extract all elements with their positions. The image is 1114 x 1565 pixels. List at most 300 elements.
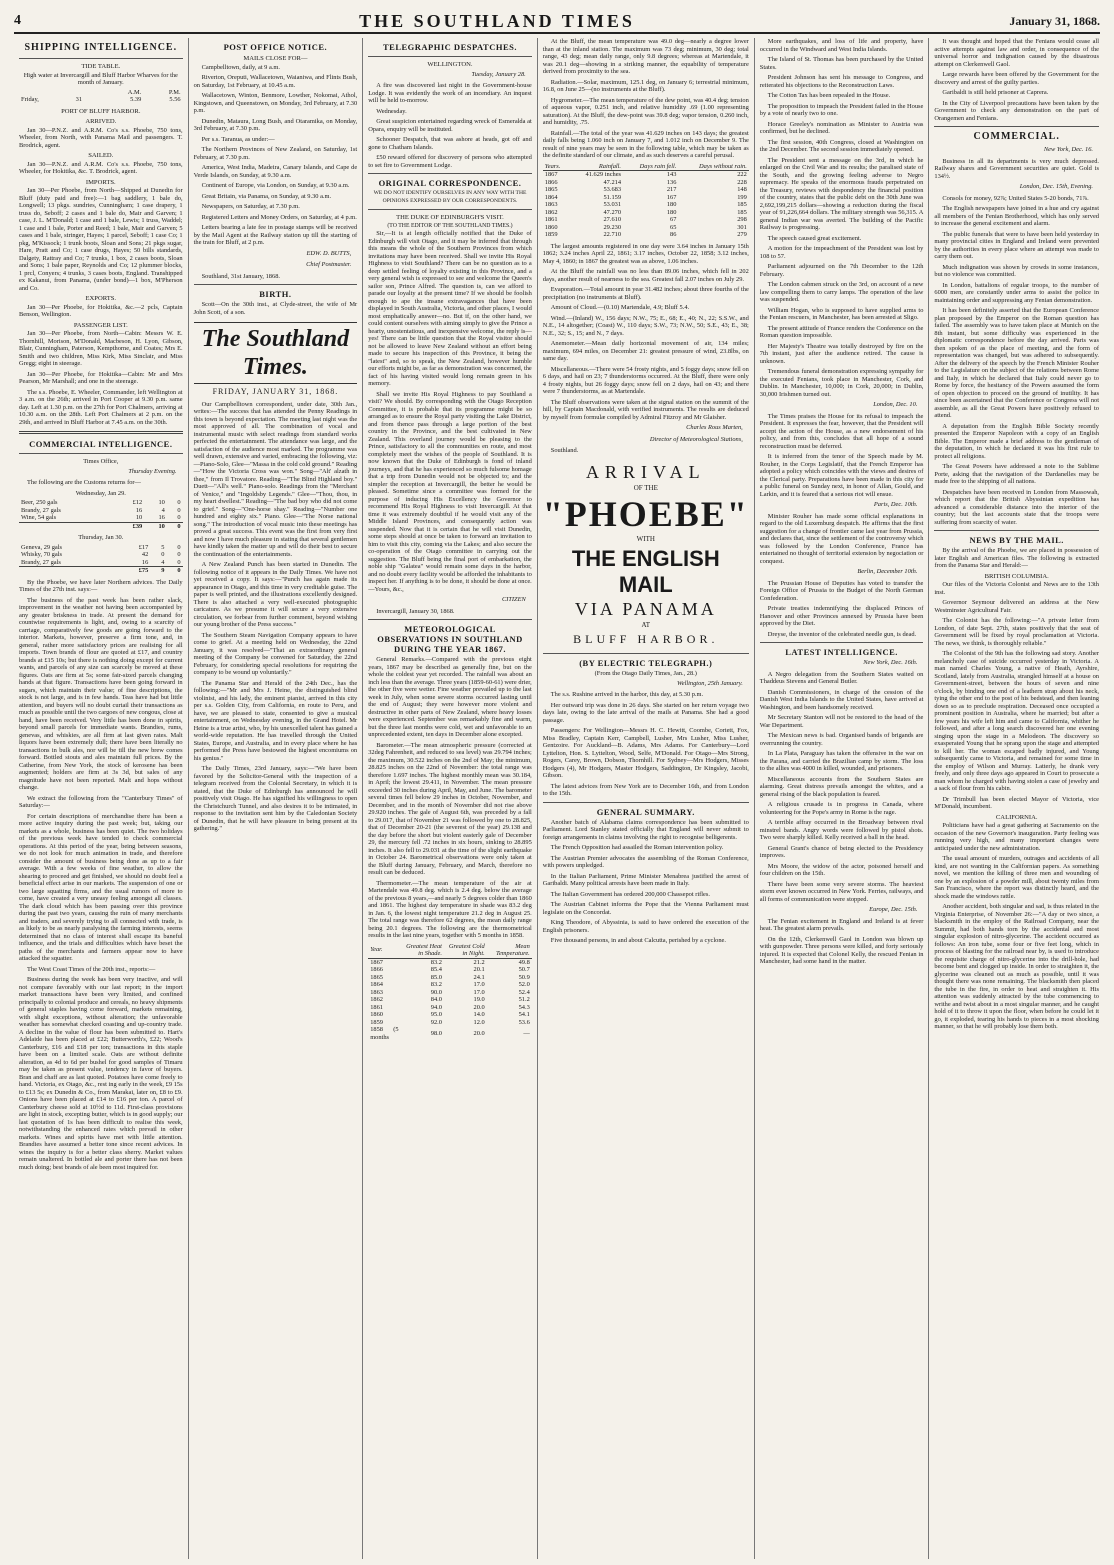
table-row [543, 231, 749, 239]
letter-place: Invercargill, January 30, 1868. [376, 607, 455, 615]
table-cell: 10 [158, 499, 165, 506]
tide-col-pm: P.M. [168, 88, 181, 96]
table-header-cell: Years. [543, 163, 570, 171]
table-cell: Geneva, 29 gals [21, 543, 62, 551]
table-header-cell: Year. [368, 943, 400, 959]
divider [194, 284, 358, 285]
paragraph: It has been definitely asserted that the European Conference plan proposed by the Emperor on the Roman question has failed. The assembly was to have taken place at Munich on the 8th instant, but some difficulty was experienced in the diplomatic correspondence before the day arrived. Paris was then spoken of as the place of meeting, and the form of representation was changed, but was adhered to subsequently. After the delivery of the speech by the French Minister Rouher to the Legislature on the subject of the relations between Rome and Italy, in which he declared that Italy could never go to Rome by force, the hesitancy of the Powers assumed the form of open objection to proceed on the ground of inutility. It has since been ascertained that the Conference or Congress will not assemble, as all the Great Powers have positively refused to attend. [934, 307, 1099, 419]
paragraph: Great suspicion entertained regarding wreck of Esmeralda at Opara, enquiry will be instituted. [368, 118, 532, 133]
mail-list [194, 64, 358, 247]
table-cell: 222 [737, 171, 747, 178]
paragraph: The Italian Government has ordered 200,000 Chassepot rifles. [550, 890, 710, 898]
paragraph: The Austrian Cabinet informs the Pope that the Vienna Parliament must legislate on the Concordat. [542, 901, 749, 916]
paragraph: Jan 30—Per Phoebe, for Hokitika, &c.—2 pcls, Captain Benson, Wellington. [19, 303, 183, 318]
paragraph: The Colonist of the 9th has the following sad story. Another melancholy case of suicide occurred yesterday in Victoria. A man named Charles Young, a native of Heath, Ayrshire, Scotland, lately from Australia, strangled himself at a house on Government-street, between the hours of seven and nine o'clock, by binding one end of a leathern strap about his neck, tying the other end to the post of his bedstead, and then leaning down so as to preclude respiration. Deceased once occupied a prominent position in Australia, where he married; but after a few years his wife left him and came to California, whither he followed, and after a long search discovered her one evening singing upon the stage in a Melodeon. The discovery so exasperated Young that he sprang upon the stage and attempted to kill her. The woman escaped badly injured, and Young subsequently came to Victoria, and remained for some time in the employ of Wilson and Murray. Latterly, he drank very freely, and only three days ago appeared in Court to prosecute a man whom he charged with having stolen a case of jewelry and a sack of flour from his cabin. [934, 650, 1099, 792]
paragraph: America, West India, Madeira, Canary Islands, and Cape de Verde Islands, on Sunday, at 9.30 a.m. [193, 164, 358, 179]
table-cell: 20.0 [473, 1029, 485, 1037]
table-cell: 85.4 [430, 966, 442, 973]
paragraph: The first session, 40th Congress, closed at Washington on the 2nd December. The second session immediately opened. [759, 138, 924, 153]
advert-via-panama: VIA PANAMA [574, 598, 717, 619]
post-signer: EDW. D. BUTTS, [306, 249, 352, 257]
table-cell: 4 [161, 558, 165, 566]
column-2 [189, 38, 364, 1559]
paragraph: The present attitude of France renders the Conference on the Roman question impossible. [759, 324, 924, 339]
table-cell: 65 [670, 223, 677, 231]
table-cell: 52.4 [518, 988, 530, 996]
paragraph: Radiation.—Solar, maximum, 125.1 deg, on January 6; terrestrial minimum, 16.8, on June 25—(no instruments at the Bluff). [542, 78, 749, 93]
paragraph: Her Majesty's Theatre was totally destroyed by fire on the 7th instant, just after the audience retired. The cause is unknown. [759, 342, 924, 365]
divider [368, 173, 532, 174]
table-cell: £17 [138, 543, 149, 551]
paragraph: The s.s. Phoebe, E. Wheeler, Commander, left Wellington at 3 a.m. on the 26th; arrived in Port Cooper at 9.30 p.m. same day. Left at 1.30 p.m. on the 27th for Port Chalmers, arriving at 10.30 a.m. on the 28th. Left Port Chalmers at 2 p.m. on the 29th, and arrived in Bluff Harbor at 7.45 a.m. on the 30th. [19, 388, 183, 426]
paragraph: Jan 30—Per Phoebe, from North—Shipped at Dunedin for Bluff (duty paid and free):—1 bag saddlery, 1 bale do, Longwell; 13 pkgs. sundries, Cunningham; 1 case drapery, 1 truss do, Seboff; 2 cases and 1 bale do, Mair and Garven; 1 case, J. L. M'Donald; 1 case and 1 bale, Lewis; 1 truss, Waddel; 1 case and 1 bale, Porter and Reed; 1 bale, Mair and Garven; 5 cases and 1 bale, stringer, Hayes; 1 parcel, Seboff; 1 case Co; 1 pkg, M'Kissock; 1 trunk boots, Sloan and Sons; 21 pkgs sugar, Hare, Pratt and Co; 1 case drugs, Hayes; 50 bills standards, Dalgety, Rattray and Co; 7 trunks, 1 box, 2 cases boots, Sloan and Sons; 1 bale paper, Reynolds and Co; 12 plummer blocks, 1 prcl, Conyers; 4 trunks, 3 cases boots, England. Transhipped ex Kakanui, from Panama, (under bond)—1 box, M'Pherson and Co. [19, 187, 183, 292]
table-cell: 217 [666, 186, 677, 193]
tide-date: 31 [75, 96, 83, 103]
table-cell: 1863 [370, 988, 383, 996]
customs-tables [19, 490, 183, 575]
paragraph: The Southern Steam Navigation Company appears to have come to grief. At a meeting held on Wednesday, the 22nd January, it was resolved—"That an extraordinary general meeting of the Company be convened for Saturday, the 22nd February, for considering special resolutions for requiring the company to be wound up voluntarily." [193, 631, 358, 676]
table-cell [19, 522, 115, 530]
advert-english-mail: THE ENGLISH MAIL [571, 545, 720, 597]
page-folio: 4 [14, 13, 21, 28]
table-cell: 51.159 [603, 193, 622, 201]
paragraph: General Grant's chance of being elected to the Presidency improves. [759, 844, 924, 859]
table-cell: 84.0 [430, 996, 442, 1003]
paragraph: Our Campbelltown correspondent, under date, 30th Jan., writes:—The success that has attended the Penny Readings in this town is beyond expectation. The meeting last night was the most approved of all. The combination of vocal and instrumental music with select readings from standard works perfected the entertainment. The attendance was large, and the satisfaction of the audience most marked. The programme was well drawn, extensive and varied, embracing the following, viz:—Piano-Solo, Glee—"Massa in the cold cold ground." Reading—"How the Victoria Cross was won." Song—"Alt' alzath in thee," from Il Trovatore. Reading—"The Blind Highland boy." Duett—"All's well." Piano-solo. Readings from the "Merchant of Venice," and "Ingoldsby Legends." Glee—"Thou, thou, in my heart dwellest." Reading—"The bad boy who did not come to grief." Song—"One-horse shay." Reading—"Number one hundred and eighty six." Piano. Glee—"The Norse national song." The introduction of vocal music into these meetings has proved a great success. This event was the first from very first and now I have much pleasure in stating that several gentlemen have kindly taken the matter up and will do their best to secure the continuation of the entertainments. [193, 400, 358, 558]
table-cell: £39 [115, 522, 145, 530]
tide-day: Friday, [21, 96, 39, 103]
correspondence-disclaimer: WE DO NOT IDENTIFY OURSELVES IN ANY WAY WITH THE OPINIONS EXPRESSED BY OUR CORRESPONDENTS. [373, 190, 527, 204]
table-cell: 83.2 [430, 958, 442, 966]
paragraph: Garibaldi is still held prisoner at Caprera. [942, 89, 1049, 96]
table-cell: Wine, 54 gals [21, 514, 57, 521]
table-cell: 0 [161, 551, 165, 558]
page-columns [14, 38, 1104, 1559]
tide-heading: TIDE TABLE. [81, 63, 121, 70]
divider [760, 642, 924, 643]
paragraph: A religious crusade is in progress in Canada, where volunteering for the Pope's army in Rome is the rage. [759, 801, 924, 816]
sailed-label: SAILED. [88, 152, 114, 159]
paragraph: Dr Trimbull has been elected Mayor of Victoria, vice M'Donald, incumbent. [934, 795, 1099, 810]
table-cell: 12.0 [473, 1018, 485, 1026]
paragraph: The President sent a message on the 3rd, in which he enlarged on the Civil War and its results; the paralised state of the South, and the growing feeling adverse to Negro supremacy. He speaks of the enormous frauds perpetrated on the Treasury, reviews with despondency the financial position of the country, states that the public debt on the 30th June was 2,692,199,215 dollars—showing a reduction during the fiscal year of 91,226,664 dollars. The military strength was 56,315. A general Indian war was averted. The building of the Pacific Railway is progressing. [759, 156, 924, 231]
table-cell: 9 [150, 567, 166, 575]
table-cell: 167 [666, 193, 677, 201]
paragraph: In the City of Liverpool precautions have been taken by the Government to check any demonstration on the part of Orangemen and Fenians. [934, 99, 1099, 122]
table-header-cell: Days without rain. [678, 163, 748, 171]
table-cell: 185 [737, 208, 747, 216]
table-cell: 0 [177, 499, 181, 506]
table-row [543, 186, 749, 194]
paragraph: Jan 30—Per Phoebe, for Hokitika—Cabin: Mr and Mrs Pearson, Mr Marshall; and one in the steerage. [19, 370, 183, 385]
paragraph: Danish Commissioners, in charge of the cession of the Danish West India Islands to the United States, have arrived at Washington, and been handsomely received. [759, 688, 924, 711]
table-cell: 14.0 [473, 1011, 485, 1018]
telegraphic-heading: TELEGRAPHIC DESPATCHES. [382, 42, 517, 52]
table-cell: 67 [670, 216, 677, 223]
table-cell: 29.230 [603, 223, 622, 231]
paragraph: A Negro delegation from the Southern States waited on Thaddeus Stevens and General Butler. [759, 670, 924, 685]
table-cell: 10 [144, 522, 167, 530]
table-cell: 4 [161, 506, 165, 514]
paragraph: Wind.—(Inland) W., 156 days; N.W., 75; E., 68; E., 40; N., 22; S.S.W., and N.E., 14 altogether; (Coast) W., 110 days; S.W., 73; N.W., 50; S.E., 43; E., 38; N.E., 32; S., 15; and N., 7 days. [542, 314, 749, 337]
tide-am: 5.39 [130, 96, 142, 103]
paragraph: The business of the past week has been rather slack, improvement in the weather not having been accompanied by any greater briskness in trade. At present the demand for countwise requirements is light, and, owing to a scarcity of carriage, comparatively few goods are going forward to the interior. Markets, however, preserve a firm tone, and, in general, rather more satisfactory prices are realising for all imports. Town brands of flour are quoted at £17, and country brands at £15 10s; but there is nothing doing except for current wants, and parcels of any size can scarcely be moved at these figures. Oats are firm at 5s; some fair-sized parcels changing hands at that figure. Transactions have been going forward in sugars, which maintain their value; of fine descriptions, the stock is not large, and is in few hands. Teas have had but little attention, and buyers will no doubt curtail their transactions as much as possible until the two cargoes of new congous, close at hand, have been received. Very little has been done in spirits, beyond small parcels for immediate wants. Brandies, rums, genevas, and whiskies, are all firm at last given rates. Malt liquors have been extremely dull; there have been literally no transactions in bulk ales, nor will be till the new brew comes forward. Bottled stouts and ales maintain full prices. By the Catherine, from New York, the stock of kerosene has been augmented; holders are firm at 3s 3d, but sales of any magnitude have not been reported. Malt and hops without change. [19, 596, 183, 791]
table-cell: 53.683 [603, 186, 622, 193]
paragraph: On the 12th, Clerkenwell Gaol in London was blown up with gunpowder. Three persons were killed, and forty seriously injured. It is expected that Colonel Kelly, the rescued Fenian in Manchester, had some hand in the matter. [759, 935, 924, 965]
paragraph: The Prussian House of Deputies has voted to transfer the Foreign Office of Prussia to the Budget of the North German Confederation. [759, 579, 924, 602]
column-3 [363, 38, 538, 1559]
table-row [368, 958, 532, 966]
berlin-paragraphs [760, 580, 924, 639]
office-day: Thursday Evening. [128, 467, 177, 475]
table-cell: 180 [666, 208, 677, 216]
table-cell: 53.031 [603, 201, 622, 208]
paragraph: It was thought and hoped that the Fenians would cease all active attempts against law and order, in consequence of the universal horror and indignation caused by the disastrous attempt on Clerkenwell Gaol. [934, 38, 1099, 68]
europe-paragraphs-cont [934, 38, 1099, 122]
paragraph: Hygrometer.—The mean temperature of the dew point, was 40.4 deg; tension of aqueous vapor, 0.251 inch, and relative humidity .69 (1.00 representing saturation). At the Bluff, the dew-point was 39.8 deg; vapor tension, 0.260 inch, and humidity, .75. [542, 96, 749, 126]
table-cell: 24.1 [473, 973, 485, 981]
table-cell: 1863 [544, 201, 558, 208]
table-row [19, 559, 183, 567]
paragraph: A terrible affray occurred in the Broadway between rival minstrel bands. Angry words were followed by pistol shots. Two were sharply killed. Kelly received a ball in the head. [759, 819, 924, 841]
temperature-table [368, 943, 532, 1042]
customs-table [19, 544, 183, 575]
paragraph: Business during the week has been very inactive, and will not compare favorably with our last report; in the import market transactions have been very limited, and confined principally to colonial produce and cereals, no heavy shipments of general staples having come forward, markets remaining, with slight exceptions, without alteration; the unfavorable weather has somewhat checked coasting and up-country trade. A decline in the value of flour has been submitted to. Hart's Adelaide has been placed at £22; Butterworth's, £22; Wood's Canterbury, £16 and £18 per ton; transactions in this staple have been on a limited scale. Oats are without definite alteration, as 4d to 6d per bushel for good samples of Timaru may be taken as present value, tendency in favor of buyers. Bran and chaff are as last quoted. Potatoes have come freely to hand. Victoria, ex Otago, &c., rest ing early in the week, £9 15s to £13 5s; ex Dunedin & Co., from Marakai, later on, £8 to £9. Onions have been placed at £14 to £16 per ton. A parcel of Canterbury cheese sold at 10½d to 11d. First-class provisions are light in stock, excepting butter, which is in good supply; our last quotation of 1s has been difficult to realise this week, notwithstanding the enhanced rates which prevail in other markets. Wines and spirits have met with little attention. Brandies have assumed a better tone since recent advices. In wines the inquiry is for a better class sherry. Market values remain unaltered. In bottled ale and porter there has not been much doing; best brands of ale been most inquired for. [19, 976, 183, 1171]
paragraph: Our files of the Victoria Colonist and News are to the 13th inst. [934, 581, 1099, 596]
ca-heading: CALIFORNIA. [995, 813, 1038, 821]
letter-sub: (TO THE EDITOR OF THE SOUTHLAND TIMES.) [387, 222, 513, 229]
paragraph: At the Bluff, the mean temperature was 49.0 deg—nearly a degree lower than at the inland station. The maximum was 73 deg; minimum, 30 deg; total range, 43 deg; mean daily range, only 9.8 degrees; whereas at Martendale, it was 20.1 deg—showing in a striking manner, the equability of temperature derived from proximity to the sea. [542, 38, 749, 75]
table-row [543, 179, 749, 187]
paragraph: The Austrian Premier advocates the assembling of the Roman Conference, with powers unpledged. [542, 854, 749, 869]
table-cell: 199 [737, 193, 747, 201]
divider [543, 802, 749, 803]
table-cell: 1861 [544, 216, 558, 223]
paragraph: It is inferred from the tenor of the Speech made by M. Rouher, in the Corps Legislatif, that the French Emperor has adopted a policy which coincides with the views and desires of the Clerical party. Preparations have been made in this city for a public funeral on Sunday next, in honor of Allan, Gould, and Larkin, and it is feared that a serious riot will ensue. [759, 453, 924, 498]
paragraph: Per s.s. Taranua, as under:— [201, 135, 275, 143]
europe-dateline: Europe, Dec. 15th. [869, 906, 918, 913]
paragraph: Politicians have had a great gathering at Sacramento on the occasion of the new Governor's inauguration. Party feeling was running very high, and many important changes were anticipated under the new administration. [934, 822, 1099, 852]
paragraph: Business in all its departments is very much depressed. Railway shares and Government securities are quiet. Gold is 134½. [934, 157, 1099, 180]
paragraph: Barometer.—The mean atmospheric pressure (corrected at 32deg Fahrenheit, and reduced to sea level) was 29.794 inches; the maximum, 30.522 inches on the 2nd of May; the minimum, 28.825 inches on the 22nd of November: the total range was therefore 1.697 inches. The highest monthly mean was 30.184, in April; the lowest 29.411, in November. The mean pressure exceeded 30 inches during April, May, and June. The barometer several times fell below 29 inches in October, November, and December, and in the month of November did not rise above 29.920 inches. The gale of August 6th, was preceded by a fall to 29.017, that of November 21 was followed by one to 28.825, that of December 20-21 (the severest of the year) 29.138 and the day before the short but violent easterly gale of December 29, the mercury fell .72 inches in six hours, sinking to 28.895 inches. It also fell to 29.031 at the time of the slight earthquake in October 24. Barometrical observations were only taken at the Bluff during January, February, and March, therefore no result can be deduced. [368, 741, 532, 876]
met-signer-title: Director of Meteorological Stations, [649, 435, 743, 443]
table-cell: 86 [670, 231, 677, 238]
telegraph-place: Wellington, 25th January. [677, 679, 743, 687]
table-cell: 50.7 [518, 966, 530, 973]
table-row [368, 981, 532, 989]
table-cell: 17.0 [473, 981, 485, 988]
telegraphic-place: WELLINGTON. [427, 61, 473, 68]
met-signer-place: Southland. [550, 447, 579, 454]
paragraph: £50 reward offered for discovery of persons who attempted to set fire to Government Lodge. [368, 154, 532, 169]
paragraph: Despatches have been received in London from Massowah, which report that the British Abyssinian expedition has advanced a considerable distance into the interior of the country; but the last accounts state that the troops were suffering from scarcity of water. [934, 488, 1099, 526]
phoebe-advert [543, 461, 749, 648]
paragraph: The latest advices from New York are to December 16th, and from London to the 15th. [542, 782, 749, 797]
paragraph: We extract the following from the "Canterbury Times" of Saturday:— [19, 794, 183, 809]
sailed-list [19, 161, 183, 176]
paragraph: Dreyse, the inventor of the celebrated needle gun, is dead. [767, 630, 917, 638]
paragraph: Jan 30—Per Phoebe, from North—Cabin: Messrs W. E. Thornhill, Morison, M'Donald, Macbeson, H. Lyon, Gibson, Blair, Cunningham, Paterson, Kempthorne, and Coates; Mrs E. Smith and two children, Miss Kirk, Miss Sinclair, and Miss Gregg; eight in steerage. [19, 330, 183, 367]
paragraph: More earthquakes, and loss of life and property, have occurred in the Windward and West India Islands. [759, 38, 924, 53]
birth-heading: BIRTH. [259, 289, 292, 299]
post-signer-title: Chief Postmaster. [306, 261, 352, 268]
table-cell [19, 567, 120, 575]
divider [934, 530, 1099, 531]
leader-paragraphs [194, 401, 358, 833]
ny-dateline: New York, Dec. 16. [1043, 146, 1093, 153]
arrived-label: ARRIVED. [85, 118, 117, 125]
shipping-heading: SHIPPING INTELLIGENCE. [24, 42, 178, 53]
paragraph: Schooner Despatch, that was ashore at heads, got off and gone to Chatham Islands. [368, 136, 532, 151]
paragraph: A New Zealand Punch has been started in Dunedin. The following notice of it appears in the Daily Times. We have not yet received a copy. It says:—"Punch has again made its appearance in Otago, and this time in very creditable guise. The paper is well printed, and the illustrations excellently designed. There is also attached a very well-executed photographic caricature. As we presume it will secure a very extensive circulation, we forbear from further comment, beyond wishing our young brother of the Press success." [193, 561, 358, 628]
table-cell: 0 [167, 522, 183, 530]
table-cell: 94.0 [430, 1003, 442, 1011]
table-cell: 1860 [370, 1011, 383, 1018]
arrived-list [19, 127, 183, 150]
column-5 [755, 38, 930, 1559]
paper-title: THE SOUTHLAND TIMES [359, 10, 635, 31]
table-cell: 180 [666, 201, 677, 208]
paragraph: The Panama Star and Herald of the 24th Dec., has the following:—"Mr and Mrs J. Heine, the distinguished blind violinist, and his lady, the eminent pianist, arrived in this city per s.s. Golden City, from California, en route to Peru, and have, we are pleased to state, consented to give a musical entertainment, on Wednesday evening, in the Grand Hotel. Mr Heine is a true artist, who, by his unexcelled talent has gained a world-wide reputation. He has travelled through the United States, Europe, and Australia, and in every place where he has performed the Press have bestowed the highest encomiums on his genius." [193, 679, 358, 762]
imports-label: IMPORTS. [85, 178, 116, 186]
paragraph: Sir,—It is at length officially notified that the Duke of Edinburgh will visit Otago, and it may be inferred that through this means the whole of the Southern Provinces from which invitations may have been received. Shall we invite His Royal Highness to visit Southland? There can be no question as to a deep settled feeling of loyalty existing in this Province, and a very general wish is expressed to see and welcome the Queen's sailor son, Prince Alfred. The question is, can we afford to parade our loyalty at the present time? If we should be foolish enough to ape the insane extravagances that have been displayed in South Australia, Victoria, and other places, I would most emphatically answer—no. But if, on the other hand, we could content ourselves with aiming simply to give the Prince a hearty, unostentatious, and inexpensive welcome, the reply is—yes! There can be little question that the Royal visitor should not be allowed to leave New Zealand without an effort being made to secure his inspection of this Province, it being the "latest" and, so to speak, the New Zealand, however humble our efforts might be, as far as demonstration was concerned, the fact of his having visited would long remain green in his memory. [368, 230, 532, 387]
paragraph: The Fenian excitement in England and Ireland is at fever heat. The greatest alarm prevails. [759, 917, 924, 932]
table-row [19, 499, 183, 507]
paragraph: Miscellaneous.—There were 54 frosty nights, and 5 foggy days; snow fell on 6 days, and hail on 23; 7 thunderstorms occurred. At the Bluff, there were only 4 frosty nights, but 26 foggy days; snow fell on 2 days, hail on 43; and there were 7 thunderstorms, as at Martendale. [542, 365, 749, 395]
table-cell: 0 [177, 551, 181, 558]
passenger-list [19, 330, 183, 386]
paragraph: Continent of Europe, via London, on Sunday, at 9.30 a.m. [201, 182, 350, 189]
paragraph: In La Plata, Paraguay has taken the offensive in the war on the Parana, and carried the Brazilian camp by storm. The loss to the allies was 4000 in killed, wounded, and prisoners. [759, 750, 924, 772]
latest-place: New York, Dec. 16th. [863, 659, 918, 666]
paragraph: Campbelltown, daily, at 9 a.m. [201, 63, 280, 71]
table-cell: 298 [737, 216, 747, 223]
telegraphic-date: Tuesday, January 28. [471, 70, 526, 78]
table-cell: Brandy, 27 gals [21, 506, 61, 514]
paragraph: Another accident, both singular and sad, is thus related in the Virginia Enterprise, of November 26:—"A day or two since, a blacksmith in the employ of the Railroad Company, near the Summit, had both hands torn by the accidental and most singular explosion of nitro-glycerine. The accident occurred as follows: An iron tube, some four or five feet long, which in process of blasting for the railroad near by, is used to introduce the requisite charge of nitro-glycerine into the drill-hole, had become bent and clogged up inside. In order to straighten it, the glycerine was cleaned out as much as possible, until it was thought there was none remaining. The blacksmith then placed the tube in the fire, in order to heat and straighten it. His attention was suddenly attracted by the tube commencing to writhe and twist about in a most singular manner, and he caught hold of it to throw it upon the floor, when before he could let it go, it exploded, tearing his hands to pieces in a most shocking manner, so that he will probably lose them both. [934, 903, 1099, 1030]
paragraph: The Daily Times, 23rd January, says:—"We have been favored by the Solicitor-General with the inspection of a telegram received from the Colonial Secretary, in which it is stated, that the Duke of Edinburgh has announced he will positively visit Otago. He has signified his willingness to open the Christchurch Tunnel, and also desires it to be intimated, in response to the invitation sent him by the Caledonian Society of Dunedin, that he will have pleasure in being present at its gathering." [193, 765, 358, 832]
nameplate: The Southland Times. [194, 322, 358, 384]
divider [368, 619, 532, 620]
column-4 [538, 38, 755, 1559]
table-cell: — [523, 1029, 530, 1037]
meteorological-paragraphs-2 [543, 38, 749, 160]
table-cell: 143 [666, 171, 677, 178]
summary-paragraphs-a [543, 819, 749, 945]
paragraph: The largest amounts registered in one day were 3.64 inches in January 15th 1862; 3.24 inches April 22, 1861; 3.17 inches, October 22, 1858; 3.12 inches, May 4, 1860; in 1867 the greatest was as above, 1.06 inches. [542, 242, 749, 265]
issue-date: January 31, 1868. [1009, 13, 1100, 28]
correspondence-heading: ORIGINAL CORRESPONDENCE. [378, 178, 522, 188]
letter-signoff: CITIZEN [501, 596, 526, 603]
paragraph: There have been some very severe storms. The heaviest storm ever known occurred in New York. Ferries, railways, and all forms of communication were stopped. [759, 880, 924, 903]
customs-day-label: Wednesday, Jan 29. [75, 489, 126, 497]
column-1 [14, 38, 189, 1559]
summary-paragraphs-b [760, 38, 924, 398]
table-cell: 85.0 [430, 973, 442, 981]
paragraph: The Northern Provinces of New Zealand, on Saturday, 1st February, at 7.30 p.m. [193, 146, 358, 161]
table-row [368, 1004, 532, 1012]
divider [934, 126, 1099, 127]
table-total-row [19, 567, 183, 575]
table-cell: 1859 [370, 1018, 383, 1026]
advert-bluff-harbor: BLUFF HARBOR. [573, 632, 719, 646]
bc-paragraphs [934, 581, 1099, 811]
table-cell: 47.270 [603, 208, 622, 216]
table-cell: 148 [737, 186, 747, 193]
mail-news-heading: NEWS BY THE MAIL. [969, 535, 1064, 545]
paragraph: The public funerals that were to have been held yesterday in many provincial cities in England and Ireland were prevented by the authorities in every place where an attempt was made to carry them out. [934, 230, 1099, 260]
paragraph: The s.s. Rushine arrived in the harbor, this day, at 5.30 p.m. [550, 691, 704, 698]
paragraph: Jan 30—P.N.Z. and A.R.M. Co's s.s. Phoebe, 750 tons, Wheeler, for Hokitika, &c. T. Brodrick, agent. [19, 160, 183, 175]
table-total-row [19, 522, 183, 530]
london-paragraphs [760, 413, 924, 499]
table-row [543, 194, 749, 202]
tide-col-am: A.M. [127, 88, 142, 96]
table-row [19, 544, 183, 552]
paragraph: The English newspapers have joined in a hue and cry against all members of the Fenian Brotherhood, which has only served to increase the general excitement and alarm. [934, 205, 1099, 227]
column-6 [929, 38, 1104, 1559]
paragraph: Much indignation was shown by crowds in some instances, but no violence was committed. [934, 263, 1099, 278]
table-cell: 52.0 [518, 981, 530, 988]
table-header-cell: Mean Temperature. [487, 943, 532, 959]
table-cell: 19.0 [473, 996, 485, 1003]
letter-paragraphs [368, 230, 532, 593]
tide-note: High water at Invercargill and Bluff Harbor Wharves for the month of January. [23, 71, 178, 86]
table-cell: 17.0 [473, 988, 485, 996]
table-cell: 51.2 [518, 996, 530, 1003]
paragraph: Riverton, Oreputi, Wallacetown, Waianiwa, and Flints Bush, on Saturday, 1st February, at 10.45 a.m. [193, 74, 358, 89]
paragraph: Passengers: For Wellington—Messrs H. C. Hewitt, Coombe, Cortett, Fox, Miss Bradley, Captain Kerr, Campbell, Lusher, Mrs Lusher, Miss Lusher, Gentzoire. For Auckland—B. Adams, Mrs Adams. For Canterbury—Lord Lyttelton, Hon. S. Lyttelton, Wood, Selfe, M'Donald. For Otago—Mrs Strong, Rogers, Carey, Brown, Dobson, Thornhill. For Sydney—Mrs Hodgers, Misses Hodgers (4), Mr Hodgers, Master Hodgers, Saddington, Dr Kingsley, Jacobi, Gibson. [542, 727, 749, 779]
table-cell: 0 [166, 567, 182, 575]
paragraph: Rainfall.—The total of the year was 41.629 inches on 143 days; the greatest daily falls being 1.060 inch on January 7, and 1.012 inch on December 9. The result of nine years may be seen in the following table, which may be taken as the definite standard of our climate, and as such deserves a careful perusal. [542, 129, 749, 159]
masthead [14, 10, 1100, 34]
post-office-heading: POST OFFICE NOTICE. [223, 42, 328, 52]
london-evening-dateline: London, Dec. 15th, Evening. [1019, 183, 1093, 190]
paragraph: General Remarks.—Compared with the previous eight years, 1867 may be described as generally fine, but on the whole the coldest year yet recorded. The rainfall was about an inch less than the average. Three years (1859-60-61) were drier, the other five were wetter. Fine weather prevailed up to the last week in July, when some severe storms occurred lasting until the end of August; they were however more violent and destructive in other parts of New Zealand, where heavy losses were experienced. September was remarkably fine and warm, but the three last months were cold, wet and unfavorable to an unprecedented extent, ten days in December alone excepted. [368, 656, 532, 738]
meteorological-heading: METEOROLOGICAL OBSERVATIONS IN SOUTHLAND DURING THE YEAR 1867. [377, 624, 523, 654]
table-cell: 1860 [544, 223, 558, 231]
table-cell: 27.610 [603, 216, 622, 223]
paragraph: At the Bluff the rainfall was no less than 89.06 inches, which fell in 202 days, another result of nearness to the sea. Greatest fall 2.07 inches on July 29. [542, 268, 749, 283]
paragraph: Horace Greeley's nomination as Minister to Austria was confirmed, but he declined. [759, 120, 924, 135]
tide-table [19, 89, 183, 104]
paragraph: Great Britain, via Panama, on Sunday, at 9.30 a.m. [201, 192, 332, 200]
paragraph: William Hogan, who is supposed to have supplied arms to the Fenian rescuers, in Manchester, has been arrested at Sligo. [759, 306, 924, 321]
paragraph: Mrs Moore, the widow of the actor, poisoned herself and four children on the 15th. [759, 862, 924, 877]
paragraph: The Colonist has the following:—"A private letter from London, of date Sept. 27th, states positively that the seat of Government will be fixed by royal proclamation at Victoria. The news, we think, is thoroughly reliable." [934, 617, 1099, 647]
table-cell: 279 [737, 231, 747, 238]
divider [543, 653, 749, 654]
commercial-paragraphs [19, 579, 183, 1172]
table-cell: 22.710 [603, 231, 622, 238]
paragraph: Newspapers, on Saturday, at 7.30 p.m. [201, 203, 300, 210]
ca-paragraphs [934, 822, 1099, 1031]
paragraph: Anemometer.—Mean daily horizontal movement of air, 134 miles; maximum, 694 miles, on December 21: greatest pressure of wind, 23.8lbs, on same day. [542, 340, 749, 362]
paragraph: The French Opposition had assailed the Roman intervention policy. [550, 844, 724, 851]
paragraph: The West Coast Times of the 20th inst., reports:— [27, 965, 156, 973]
table-cell: 83.2 [430, 981, 442, 988]
europe-paragraphs [760, 918, 924, 966]
paragraph: Five thousand persons, in and about Calcutta, perished by a cyclone. [550, 937, 726, 944]
paragraph: Amount of Cloud.—(0.10) Martendale, 4.9; Bluff 5.4. [550, 304, 690, 311]
bc-heading: BRITISH COLUMBIA. [984, 572, 1049, 580]
table-cell: 98.0 [430, 1029, 442, 1037]
paragraph: Miscellaneous accounts from the Southern States are alarming. Great distress prevails amongst the whites, and a general rising of the black population is feared. [759, 775, 924, 798]
shipping-notes [19, 389, 183, 427]
passenger-label: PASSENGER LIST. [73, 321, 128, 329]
table-header-row [368, 943, 532, 959]
table-cell: 1867 [544, 171, 558, 178]
tide-pm: 5.56 [169, 96, 181, 103]
table-cell: 16 [158, 514, 165, 521]
table-cell: 1866 [544, 178, 558, 186]
post-signer-place: Southland, 31st January, 1868. [201, 272, 280, 280]
table-header-row [543, 163, 749, 171]
paragraph: A motion for the impeachment of the President was lost by 108 to 57. [759, 245, 924, 260]
table-row [368, 966, 532, 974]
paragraph: Mr Secretary Stanton will not be restored to the head of the War Department. [759, 714, 924, 729]
table-row [368, 1019, 532, 1027]
letter-heading: THE DUKE OF EDINBURGH'S VISIT. [396, 214, 504, 221]
paragraph: In London, battalions of regular troops, to the number of 6000 men, are constantly under arms to assist the police in maintaining order and suppressing any Fenian demonstration. [934, 281, 1099, 304]
table-cell: 54.1 [518, 1011, 530, 1018]
table-row [368, 974, 532, 982]
paragraph: Private treaties indemnifying the displaced Princes of Hanover and other Provinces annexed by Prussia have been approved by the Diet. [759, 605, 924, 627]
paris-dateline: Paris, Dec. 10th. [873, 501, 918, 508]
table-cell: 0 [177, 506, 181, 514]
paragraph: A deputation from the English Bible Society recently presented the Emperor Napoleon with a copy of an English Bible. The Emperor made a brief address to the gentleman of the deputation, in which he declared it was his first rule to protect all religions. [934, 422, 1099, 460]
paragraph: A fire was discovered last night in the Government-house Lodge. It was evidently the work of an incendiary. An inquest will be held to-morrow. [368, 82, 532, 104]
table-cell: £75 [120, 567, 150, 575]
telegraphic-paragraphs [368, 82, 532, 169]
table-header-cell: Greatest Cold in Night. [444, 943, 487, 959]
paragraph: The Island of St. Thomas has been purchased by the United States. [759, 56, 924, 71]
table-cell: 50.9 [518, 973, 530, 981]
commercial-heading: COMMERCIAL INTELLIGENCE. [29, 439, 173, 449]
table-cell: 42 [141, 551, 149, 558]
table-cell: 228 [737, 178, 747, 186]
table-cell: 53.6 [518, 1018, 530, 1026]
met-signer: Charles Rous Marten, [686, 424, 743, 431]
table-header-cell: Days rain fell. [623, 163, 678, 171]
table-cell: 0 [177, 514, 181, 521]
table-cell: 1862 [544, 208, 558, 216]
commercial-2-heading: COMMERCIAL. [973, 131, 1060, 142]
port-heading: PORT OF BLUFF HARBOR. [61, 107, 141, 115]
table-cell: Whisky, 70 gals [21, 551, 62, 558]
paragraph: The proposition to impeach the President failed in the House by a vote of nearly two to one. [759, 102, 924, 117]
table-cell: 49.8 [518, 958, 530, 966]
table-row [368, 1026, 532, 1041]
table-cell: 1865 [544, 186, 558, 193]
paragraph: The speech caused great excitement. [767, 234, 862, 242]
table-row [19, 507, 183, 515]
table-cell: 21.2 [473, 958, 485, 966]
customs-table [19, 499, 183, 530]
paragraph: By the Phoebe, we have later Northern advices. The Daily Times of the 27th inst. says:— [19, 578, 183, 593]
office-line: Times Office, [83, 458, 119, 465]
table-header-cell: Greatest Heat in Shade. [401, 943, 444, 959]
table-cell: £12 [132, 499, 143, 506]
table-cell: 1864 [544, 193, 558, 201]
table-row [19, 514, 183, 522]
latest-paragraphs [760, 671, 924, 904]
paragraph: The Bluff observations were taken at the signal station on the summit of the hill, by Captain Macdonald, with verified instruments. The results are deduced by myself from formulæ compiled by Admiral Fitzroy and Mr Glaisher. [542, 398, 749, 421]
paragraph: Her outward trip was done in 26 days. She started on her return voyage two days late, owing to the late arrival of the mails at Panama. She had a good passage. [542, 701, 749, 724]
table-cell: 54.3 [518, 1003, 530, 1011]
mail-news-intro: By the arrival of the Phoebe, we are placed in possession of later English and American files. The following is extracted from the Panama Star and Herald:— [934, 547, 1099, 569]
table-cell: 0 [177, 543, 181, 551]
